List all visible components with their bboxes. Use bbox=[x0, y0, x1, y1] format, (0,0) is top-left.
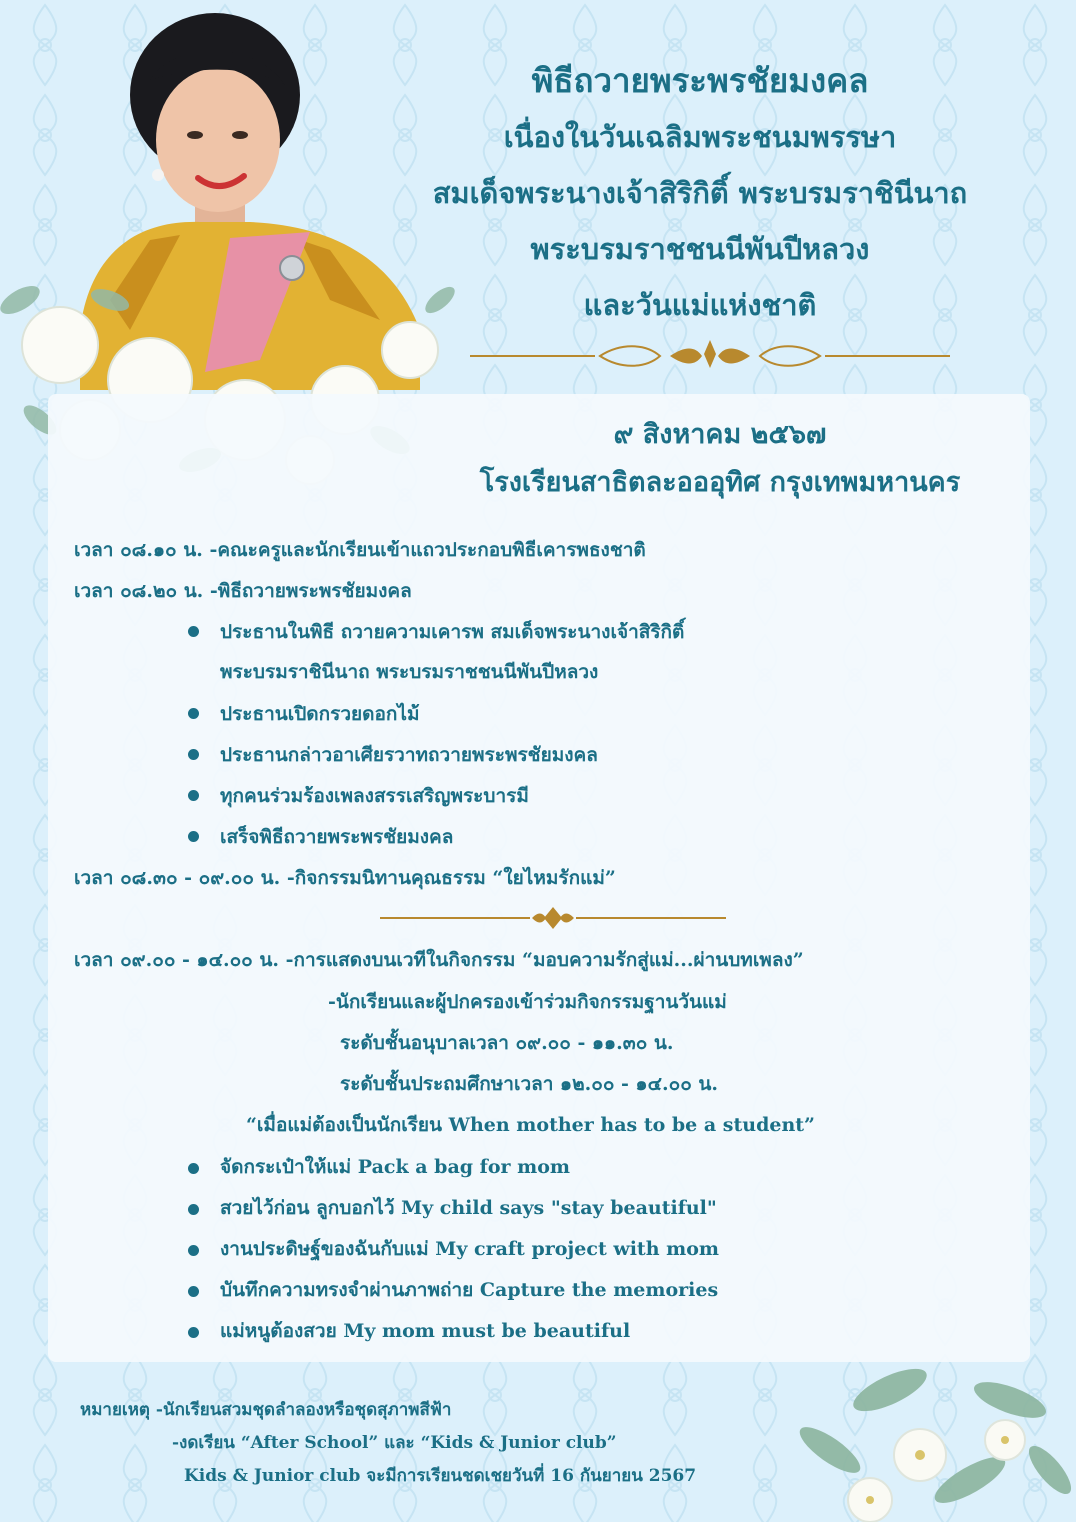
bullet-icon bbox=[188, 1286, 199, 1297]
event-date: ๙ สิงหาคม ๒๕๖๗ bbox=[613, 419, 827, 450]
schedule-item-story: เวลา ๐๘.๓๐ - ๐๙.๐๐ น. -กิจกรรมนิทานคุณธรรม “ใยไหมรักแม่” bbox=[74, 867, 616, 889]
bullet-icon bbox=[188, 790, 199, 801]
activity-station-2: สวยไว้ก่อน ลูกบอกไว้ My child says "stay beautiful" bbox=[220, 1197, 717, 1219]
schedule-item-stations: -นักเรียนและผู้ปกครองเข้าร่วมกิจกรรมฐานวันแม่ bbox=[328, 991, 727, 1013]
bullet-icon bbox=[188, 1163, 199, 1174]
note-makeup-class: Kids & Junior club จะมีการเรียนชดเชยวันที่ 16 กันยายน 2567 bbox=[184, 1466, 697, 1486]
subtitle-queen-title: พระบรมราชชนนีพันปีหลวง bbox=[530, 232, 870, 266]
ceremony-step-1a: ประธานในพิธี ถวายความเคารพ สมเด็จพระนางเจ้าสิริกิติ์ bbox=[220, 621, 685, 643]
note-dress-code: หมายเหตุ -นักเรียนสวมชุดลำลองหรือชุดสุภาพสีฟ้า bbox=[80, 1400, 452, 1420]
schedule-item-stage: เวลา ๐๙.๐๐ - ๑๔.๐๐ น. -การแสดงบนเวทีในกิจกรรม “มอบความรักสู่แม่...ผ่านบทเพลง” bbox=[74, 949, 804, 971]
ceremony-step-5: เสร็จพิธีถวายพระพรชัยมงคล bbox=[220, 826, 454, 848]
bullet-icon bbox=[188, 831, 199, 842]
ceremony-step-4: ทุกคนร่วมร้องเพลงสรรเสริญพระบารมี bbox=[220, 785, 529, 807]
ornament-divider-middle bbox=[380, 905, 726, 931]
bullet-icon bbox=[188, 708, 199, 719]
subtitle-queen-name: สมเด็จพระนางเจ้าสิริกิติ์ พระบรมราชินีนาถ bbox=[432, 176, 968, 210]
bullet-icon bbox=[188, 1327, 199, 1338]
ceremony-step-2: ประธานเปิดกรวยดอกไม้ bbox=[220, 703, 420, 725]
subtitle-occasion: เนื่องในวันเฉลิมพระชนมพรรษา bbox=[503, 120, 897, 154]
bullet-icon bbox=[188, 1245, 199, 1256]
note-cancellation: -งดเรียน “After School” และ “Kids & Junior club” bbox=[172, 1433, 617, 1453]
schedule-primary-time: ระดับชั้นประถมศึกษาเวลา ๑๒.๐๐ - ๑๔.๐๐ น. bbox=[340, 1073, 719, 1095]
activity-station-4: บันทึกความทรงจำผ่านภาพถ่าย Capture the memories bbox=[220, 1279, 719, 1301]
schedule-kindergarten-time: ระดับชั้นอนุบาลเวลา ๐๙.๐๐ - ๑๑.๓๐ น. bbox=[340, 1032, 674, 1054]
subtitle-mothers-day: และวันแม่แห่งชาติ bbox=[583, 288, 817, 322]
schedule-item-flag: เวลา ๐๘.๑๐ น. -คณะครูและนักเรียนเข้าแถวประกอบพิธีเคารพธงชาติ bbox=[74, 539, 646, 561]
flower-decoration bbox=[770, 1360, 1076, 1522]
event-venue: โรงเรียนสาธิตละอออุทิศ กรุงเทพมหานคร bbox=[479, 467, 961, 498]
ceremony-step-3: ประธานกล่าวอาเศียรวาทถวายพระพรชัยมงคล bbox=[220, 744, 598, 766]
activity-station-5: แม่หนูต้องสวย My mom must be beautiful bbox=[220, 1320, 631, 1342]
ornament-divider-top bbox=[470, 338, 950, 374]
ceremony-step-1b: พระบรมราชินีนาถ พระบรมราชชนนีพันปีหลวง bbox=[220, 661, 599, 683]
ceremony-title: พิธีถวายพระพรชัยมงคล bbox=[531, 61, 869, 100]
activity-theme: “เมื่อแม่ต้องเป็นนักเรียน When mother has to be a student” bbox=[246, 1114, 815, 1136]
bullet-icon bbox=[188, 749, 199, 760]
activity-station-1: จัดกระเป๋าให้แม่ Pack a bag for mom bbox=[220, 1156, 571, 1178]
bullet-icon bbox=[188, 1204, 199, 1215]
activity-station-3: งานประดิษฐ์ของฉันกับแม่ My craft project with mom bbox=[220, 1238, 720, 1260]
bullet-icon bbox=[188, 626, 199, 637]
schedule-item-ceremony: เวลา ๐๘.๒๐ น. -พิธีถวายพระพรชัยมงคล bbox=[74, 580, 412, 602]
